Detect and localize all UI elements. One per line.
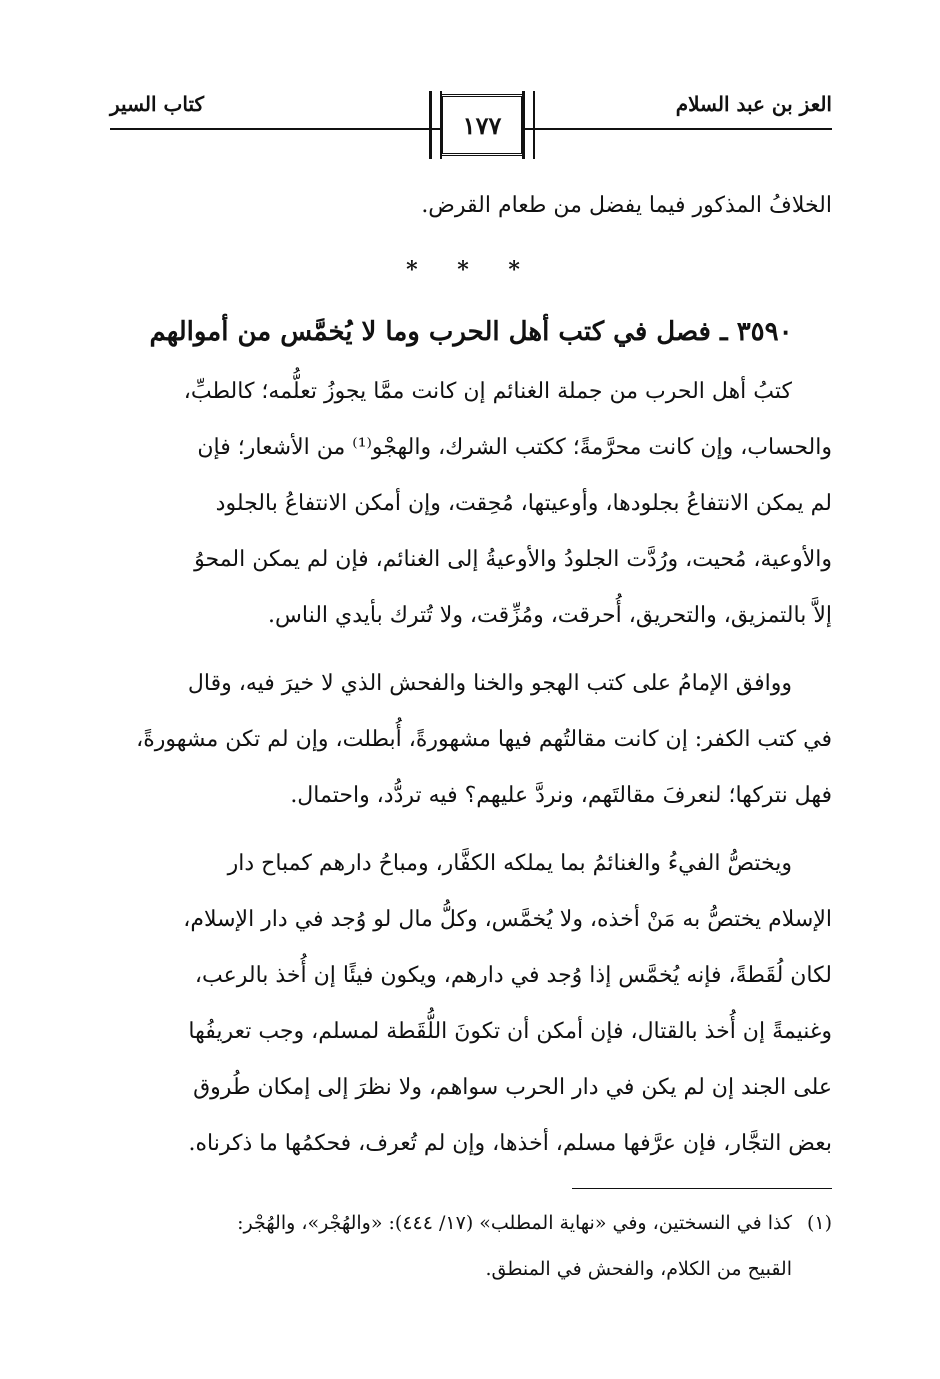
paragraph: [110, 656, 832, 824]
text-line: والأوعية، مُحيت، ورُدَّت الجلودُ والأوعيةُ إلى الغنائم، فإن لم يمكن المحوُ: [194, 547, 832, 572]
header-book-title: كتاب السير: [110, 92, 205, 116]
text-line: إلاَّ بالتمزيق، والتحريق، أُحرقت، ومُزِّقت، ولا تُترك بأيدي الناس.: [268, 603, 832, 628]
text-line: لكان لُقَطةً، فإنه يُخمَّس إذا وُجد في دارهم، ويكون فيئًا إن أُخذ بالرعب،: [194, 963, 832, 988]
text-line: ويختصُّ الفيءُ والغنائمُ بما يملكه الكفَّار، ومباحُ دارهم كمباح دار: [227, 851, 792, 876]
footnote-text: [237, 1200, 792, 1292]
text-line: لم يمكن الانتفاعُ بجلودها، وأوعيتها، مُحِقت، وإن أمكن الانتفاعُ بالجلود: [215, 491, 832, 516]
text-line: ووافق الإمامُ على كتب الهجو والخنا والفحش الذي لا خيرَ فيه، وقال: [187, 671, 792, 696]
footnote-line: كذا في النسختين، وفي «نهاية المطلب» (١٧/ ٤٤٤): «والهُجْر»، والهُجْر:: [237, 1212, 792, 1234]
footnote-line: القبيح من الكلام، والفحش في المنطق.: [485, 1258, 792, 1280]
footnote-marker: (١): [806, 1212, 832, 1234]
footnotes: [110, 1200, 832, 1292]
section-separator: * * *: [406, 257, 536, 283]
text-line: الإسلام يختصُّ به مَنْ أخذه، ولا يُخمَّس، وكلُّ مال لو وُجد في دار الإسلام،: [183, 907, 832, 932]
footnote-rule: [572, 1188, 832, 1189]
main-text: [110, 178, 832, 1184]
page-header: [110, 88, 832, 158]
text-line: على الجند إن لم يكن في دار الحرب سواهم، ولا نظرَ إلى إمكان طُروق: [193, 1075, 832, 1100]
text-line: بعض التجَّار، فإن عرَّفها مسلم، أخذها، وإن لم تُعرف، فحكمُها ما ذكرناه.: [188, 1131, 832, 1156]
text-line: في كتب الكفر: إن كانت مقالتُهم فيها مشهورةً، أُبطلت، وإن لم تكن مشهورةً،: [136, 727, 832, 752]
section-heading: ٣٥٩٠ ـ فصل في كتب أهل الحرب وما لا يُخمَّس من أموالهم: [149, 317, 793, 347]
page-number-frame: [440, 94, 524, 156]
text-line: فهل نتركها؛ لنعرفَ مقالتَهم، ونردَّ عليهم؟ فيه تردُّد، واحتمال.: [290, 783, 832, 808]
text-line: وغنيمةً إن أُخذ بالقتال، فإن أمكن أن تكونَ اللُّقَطة لمسلم، وجب تعريفُها: [188, 1019, 832, 1044]
intro-line: الخلافُ المذكور فيما يفضل من طعام القرض.: [421, 193, 832, 218]
footnote: [110, 1200, 832, 1292]
text-line: كتبُ أهل الحرب من جملة الغنائم إن كانت ممَّا يجوزُ تعلُّمه؛ كالطبِّ،: [183, 379, 792, 404]
header-author: العز بن عبد السلام: [675, 92, 832, 116]
paragraph: [110, 836, 832, 1172]
text-line: والحساب، وإن كانت محرَّمةً؛ ككتب الشرك، والهجْو⁽¹⁾ من الأشعار؛ فإن: [197, 435, 832, 460]
paragraph: [110, 364, 832, 644]
page-number: ١٧٧: [462, 110, 502, 140]
